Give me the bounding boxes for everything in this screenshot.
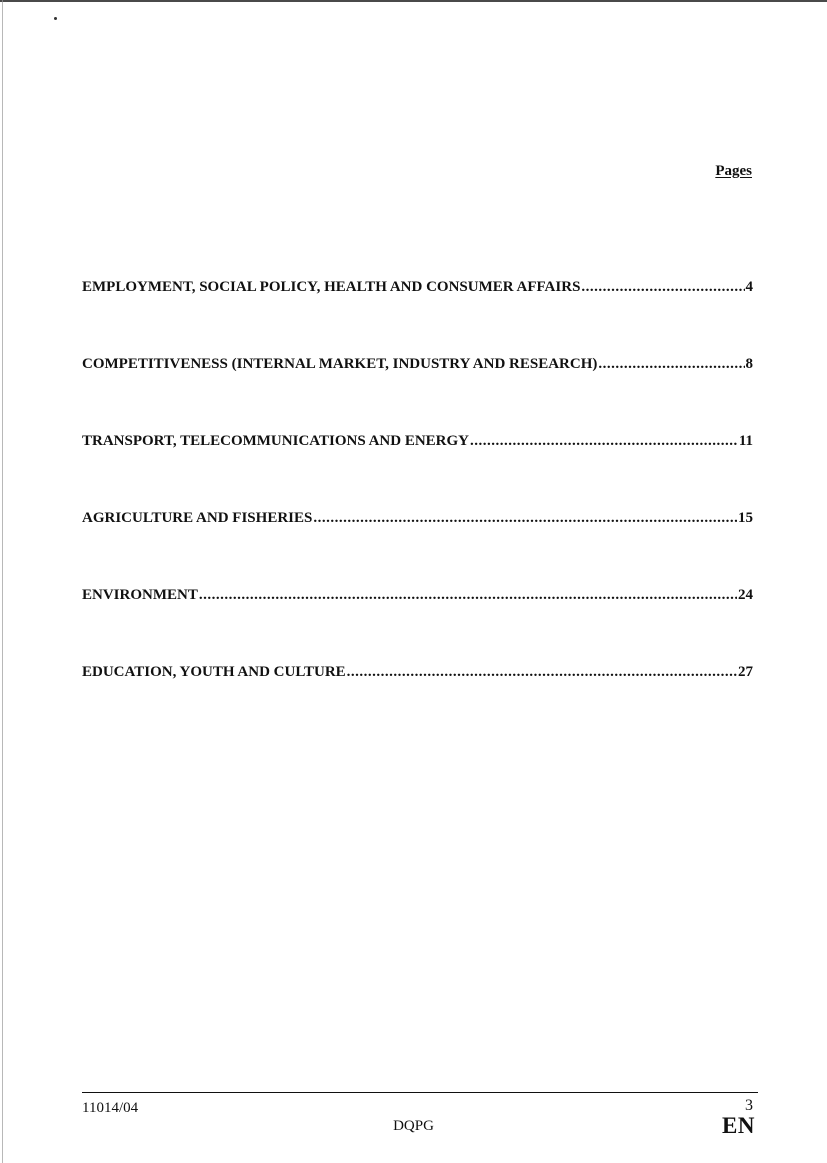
scan-top-border (0, 0, 827, 2)
toc-entry[interactable] (82, 664, 753, 741)
toc-entry[interactable] (82, 510, 753, 587)
toc-entry-page: 4 (745, 279, 753, 295)
language-code: EN (722, 1113, 755, 1138)
footer-divider (82, 1092, 758, 1093)
scan-left-edge (2, 0, 3, 1163)
page-number: 3 (745, 1097, 753, 1114)
toc-entry-page: 15 (738, 510, 753, 526)
toc-leader-dots (199, 587, 737, 604)
pages-heading: Pages (715, 163, 752, 179)
toc-entry[interactable] (82, 279, 753, 356)
toc-entry-label: EDUCATION, YOUTH AND CULTURE (82, 664, 346, 680)
toc-leader-dots (598, 356, 744, 373)
toc-entry-label: TRANSPORT, TELECOMMUNICATIONS AND ENERGY (82, 433, 470, 449)
toc-entry-page: 11 (738, 433, 753, 449)
toc-entry-label: AGRICULTURE AND FISHERIES (82, 510, 313, 526)
toc-entry[interactable] (82, 356, 753, 433)
toc-entry[interactable] (82, 587, 753, 664)
toc-entry-page: 24 (738, 587, 753, 603)
toc-entry-page: 27 (738, 664, 753, 680)
toc-entry-label: ENVIRONMENT (82, 587, 198, 603)
toc-leader-dots (470, 433, 738, 450)
toc-entry-page: 8 (745, 356, 753, 372)
table-of-contents (82, 279, 753, 741)
toc-entry-label: EMPLOYMENT, SOCIAL POLICY, HEALTH AND CONSUMER AFFAIRS (82, 279, 581, 295)
department-code: DQPG (393, 1118, 434, 1134)
toc-entry[interactable] (82, 433, 753, 510)
document-reference: 11014/04 (82, 1100, 139, 1116)
toc-leader-dots (347, 664, 737, 681)
toc-leader-dots (313, 510, 737, 527)
toc-entry-label: COMPETITIVENESS (INTERNAL MARKET, INDUSTRY AND RESEARCH) (82, 356, 598, 372)
toc-leader-dots (581, 279, 744, 296)
scan-speck (54, 17, 57, 20)
